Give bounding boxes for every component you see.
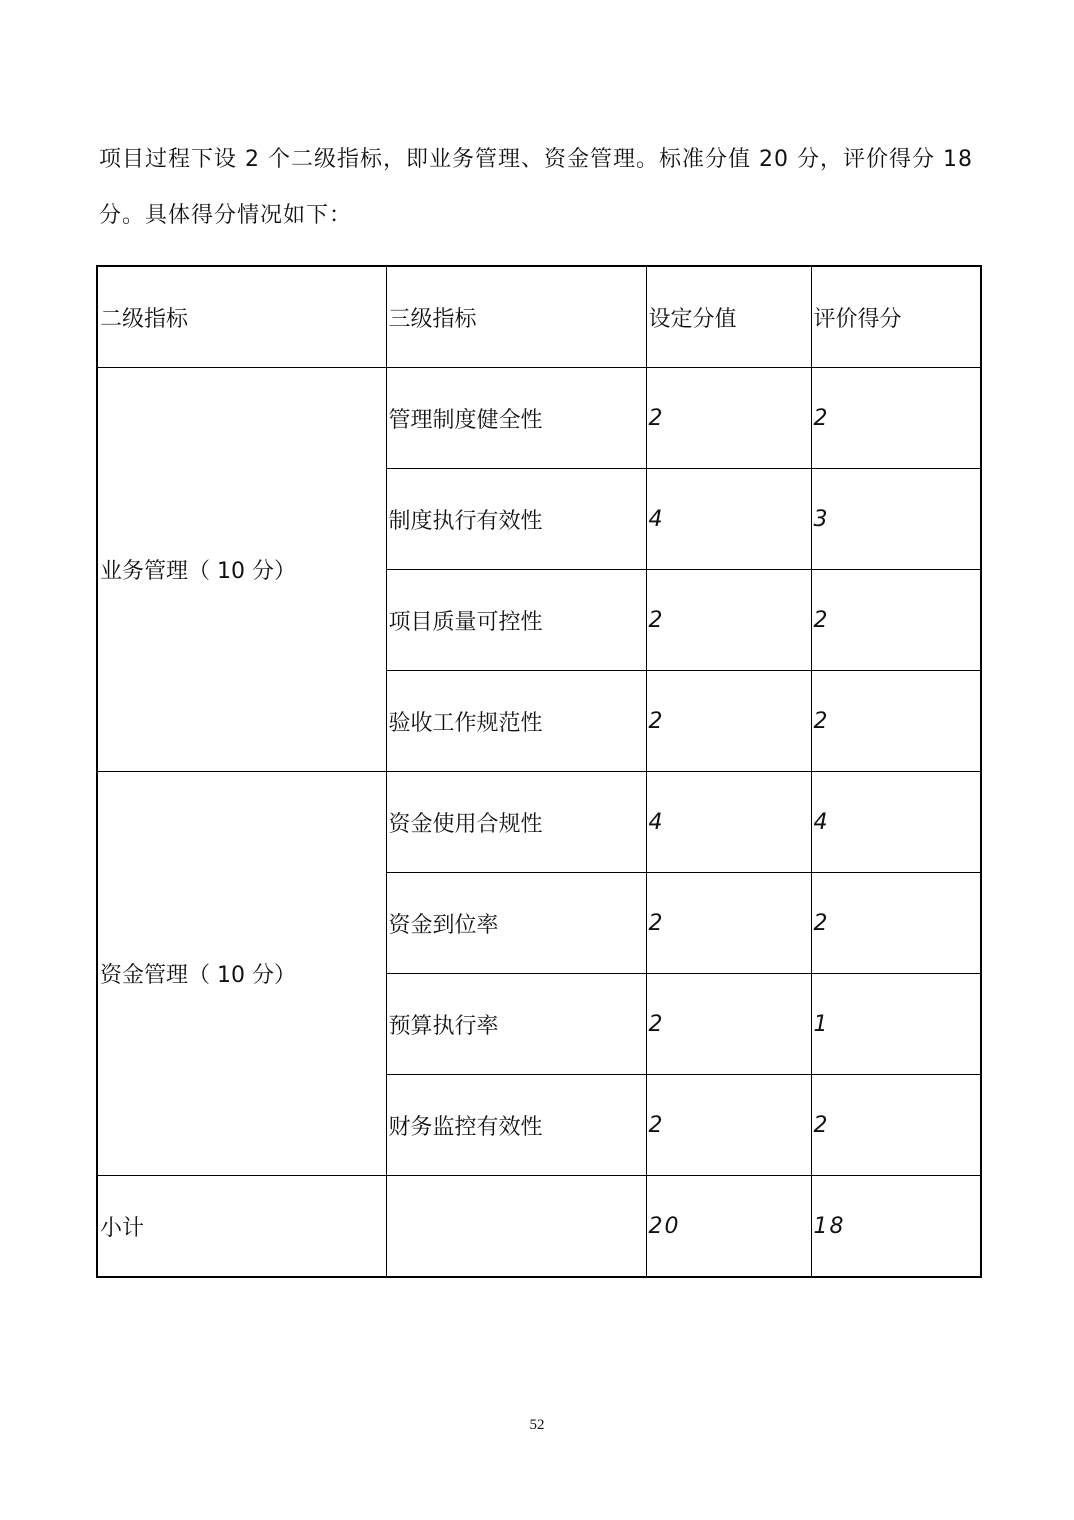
table-row	[97, 772, 981, 873]
indicator-cell: 财务监控有效性	[386, 1075, 646, 1176]
intro-paragraph: 项目过程下设 2 个二级指标，即业务管理、资金管理。标准分值 20 分，评价得分 18 分。具体得分情况如下：	[99, 147, 973, 228]
indicator-cell: 管理制度健全性	[386, 368, 646, 469]
subtotal-label: 小计	[97, 1176, 386, 1278]
set-score-cell: 4	[646, 469, 811, 570]
eval-score-cell: 1	[811, 974, 981, 1075]
subtotal-indicator	[386, 1176, 646, 1278]
indicator-cell: 预算执行率	[386, 974, 646, 1075]
header-set-score: 设定分值	[646, 266, 811, 368]
score-table	[96, 265, 982, 1278]
eval-score-cell: 2	[811, 1075, 981, 1176]
indicator-cell: 资金使用合规性	[386, 772, 646, 873]
page-number: 52	[529, 1417, 545, 1433]
indicator-cell: 资金到位率	[386, 873, 646, 974]
indicator-cell: 项目质量可控性	[386, 570, 646, 671]
subtotal-set-score: 20	[646, 1176, 811, 1278]
group-label-funds: 资金管理（ 10 分）	[97, 772, 386, 1176]
set-score-cell: 2	[646, 368, 811, 469]
eval-score-cell: 2	[811, 368, 981, 469]
header-level3: 三级指标	[386, 266, 646, 368]
subtotal-row	[97, 1176, 981, 1278]
table-header-row	[97, 266, 981, 368]
set-score-cell: 2	[646, 570, 811, 671]
eval-score-cell: 2	[811, 873, 981, 974]
indicator-cell: 制度执行有效性	[386, 469, 646, 570]
indicator-cell: 验收工作规范性	[386, 671, 646, 772]
group-label-business: 业务管理（ 10 分）	[97, 368, 386, 772]
set-score-cell: 4	[646, 772, 811, 873]
header-level2: 二级指标	[97, 266, 386, 368]
set-score-cell: 2	[646, 974, 811, 1075]
header-eval-score: 评价得分	[811, 266, 981, 368]
eval-score-cell: 2	[811, 570, 981, 671]
set-score-cell: 2	[646, 1075, 811, 1176]
eval-score-cell: 3	[811, 469, 981, 570]
set-score-cell: 2	[646, 873, 811, 974]
set-score-cell: 2	[646, 671, 811, 772]
subtotal-eval-score: 18	[811, 1176, 981, 1278]
table-row	[97, 368, 981, 469]
eval-score-cell: 2	[811, 671, 981, 772]
eval-score-cell: 4	[811, 772, 981, 873]
